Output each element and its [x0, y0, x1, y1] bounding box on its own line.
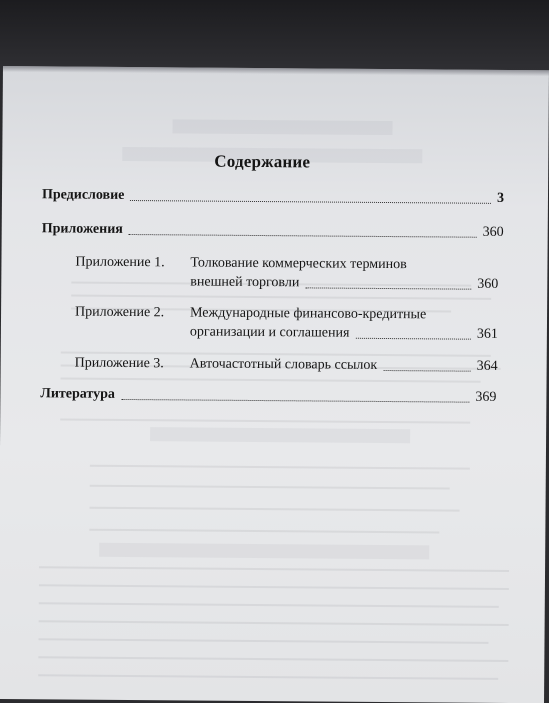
toc-entry-label: Предисловие: [41, 187, 125, 203]
toc-entry-appendices[interactable]: [42, 220, 504, 242]
toc-entry-label: Приложения: [41, 221, 123, 237]
dot-leader: [383, 369, 470, 372]
dot-leader: [305, 286, 471, 289]
background-dark-surface: [0, 0, 549, 70]
appendix-title-line1: Толкование коммерческих терминов: [190, 255, 407, 273]
appendix-page: 364: [476, 358, 498, 374]
table-of-contents: [0, 66, 549, 703]
appendix-number: Приложение 2.: [75, 304, 165, 321]
toc-entry-preface[interactable]: [42, 186, 504, 208]
book-page: [0, 66, 549, 703]
appendix-title-line1: Авточастотный словарь ссылок: [189, 356, 378, 373]
appendix-number: Приложение 1.: [75, 254, 165, 271]
dot-leader: [121, 398, 470, 403]
appendix-title-line2: внешней торговли: [190, 274, 300, 291]
toc-appendix-3[interactable]: [75, 354, 498, 377]
appendix-title-line2: организации и соглашения: [189, 324, 350, 341]
toc-entry-page: 369: [475, 389, 497, 405]
toc-appendix-2[interactable]: [75, 303, 498, 346]
toc-entry-label: Литература: [40, 386, 115, 402]
toc-appendix-1[interactable]: [75, 253, 498, 296]
toc-entry-page: 360: [482, 224, 504, 240]
appendix-page: 361: [476, 326, 498, 342]
appendix-number: Приложение 3.: [74, 355, 164, 372]
toc-title: Содержание: [214, 151, 311, 172]
dot-leader: [355, 337, 470, 340]
dot-leader: [129, 233, 477, 238]
dot-leader: [130, 199, 491, 204]
toc-entry-page: 3: [496, 190, 505, 206]
appendix-title-line1: Международные финансово-кредитные: [190, 305, 427, 323]
toc-entry-literature[interactable]: [40, 385, 496, 407]
appendix-page: 360: [477, 276, 499, 292]
